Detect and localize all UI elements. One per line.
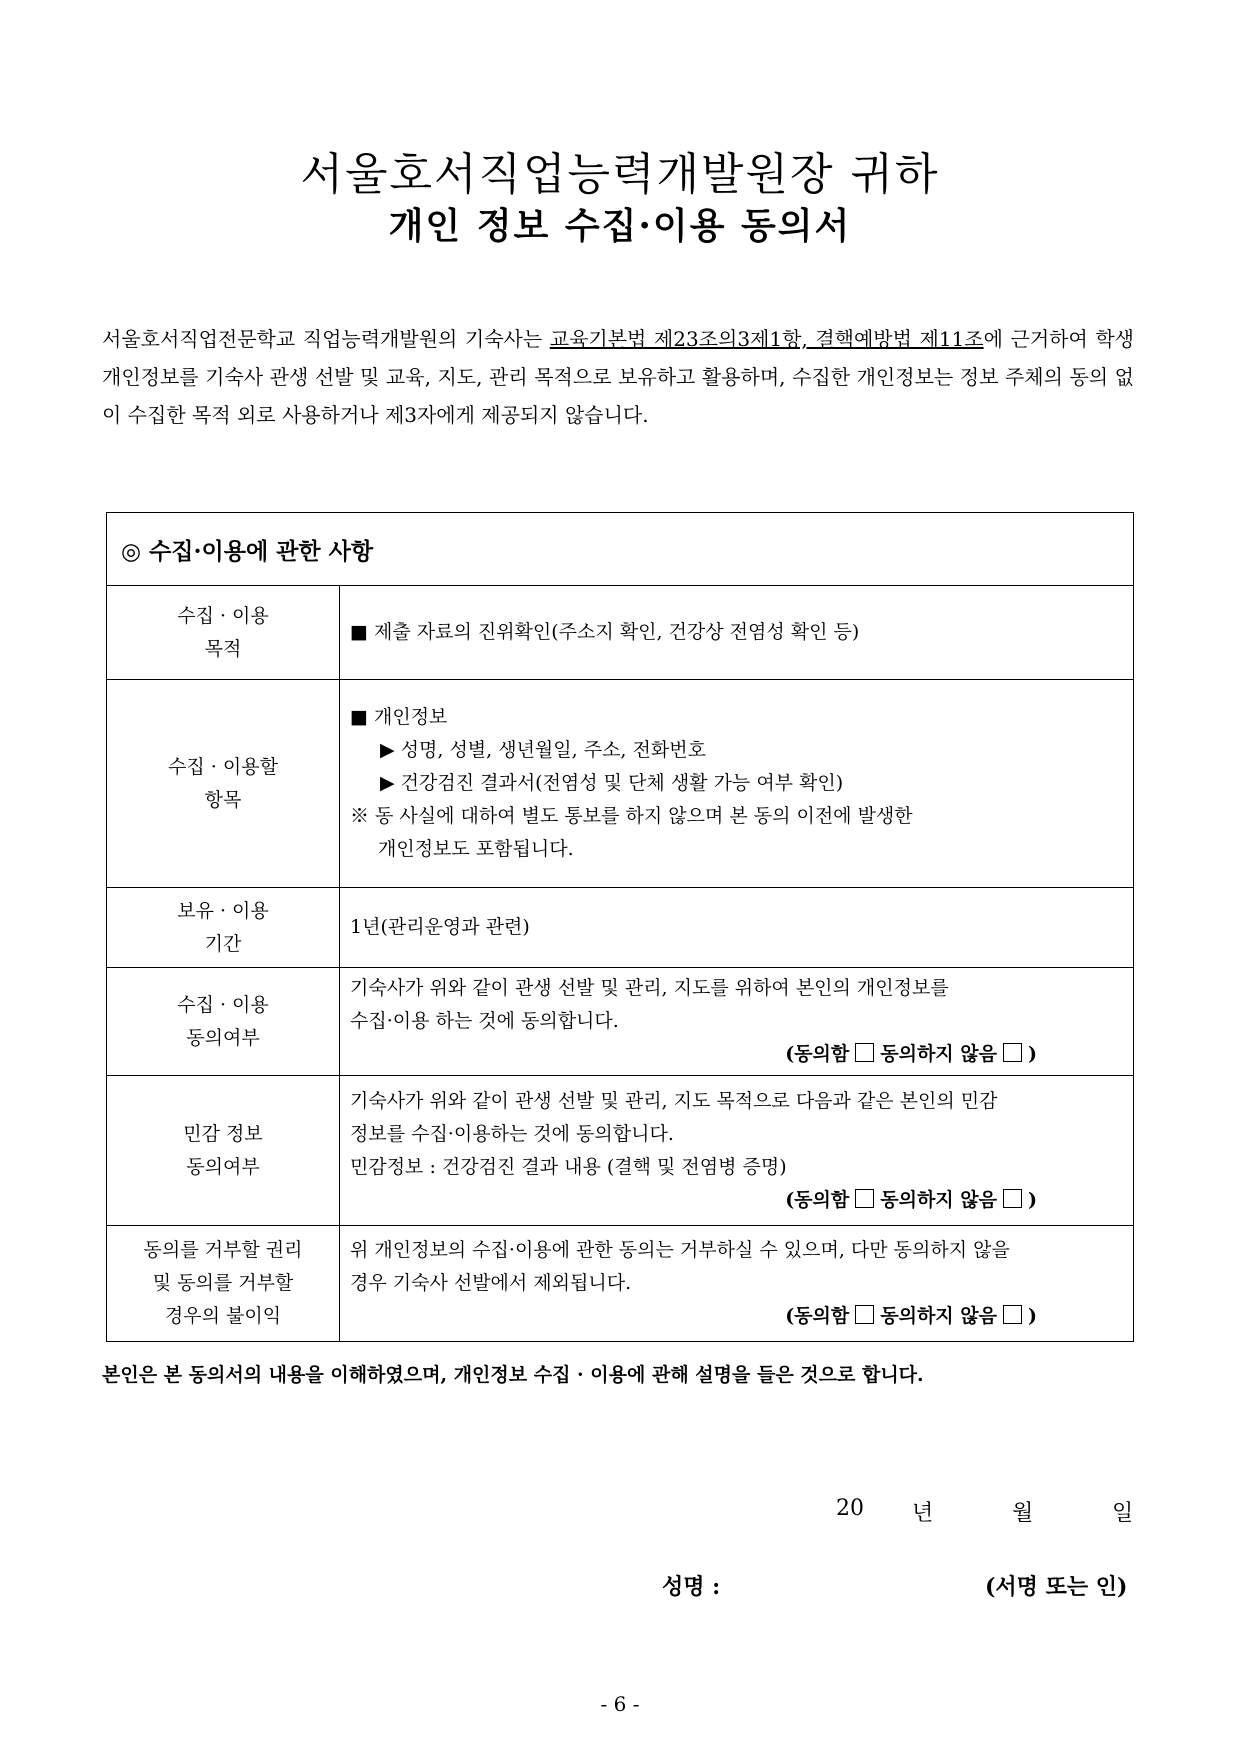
consent-label bbox=[107, 968, 340, 1076]
period-label bbox=[107, 888, 340, 968]
content-line: 기숙사가 위와 같이 관생 선발 및 관리, 지도 목적으로 다음과 같은 본인의 민감 bbox=[350, 1089, 998, 1112]
signature-note: (서명 또는 인) bbox=[985, 1574, 1128, 1600]
agree-label: (동의함 bbox=[785, 1305, 850, 1327]
sensitive-label bbox=[107, 1076, 340, 1226]
content-line: 기숙사가 위와 같이 관생 선발 및 관리, 지도를 위하여 본인의 개인정보를 bbox=[350, 977, 949, 999]
sensitive-content bbox=[340, 1076, 1134, 1226]
content-line: 개인정보도 포함됩니다. bbox=[378, 838, 574, 860]
purpose-label bbox=[107, 586, 340, 680]
page-number: - 6 - bbox=[600, 1692, 640, 1716]
date-year-prefix: 20 bbox=[836, 1496, 864, 1521]
content-line: ■ 개인정보 bbox=[350, 706, 448, 728]
label-line: 경우의 불이익 bbox=[164, 1305, 282, 1327]
label-line: 수집 · 이용할 bbox=[168, 755, 278, 778]
intro-text-part2: 에 근거하여 학생 개인정보를 기숙사 관생 선발 및 교육, 지도, 관리 목적으로 보유하고 활용하며, 수집한 개인정보는 정보 주체의 동의 없이 수집한 목적 외로 사용하거나 제3자에게 제공되지 않습니다. bbox=[102, 327, 1134, 427]
choice-close: ) bbox=[1028, 1305, 1037, 1327]
label-line: 민감 정보 bbox=[183, 1122, 263, 1145]
content-line: 민감정보 : 건강검진 결과 내용 (결핵 및 전염병 증명) bbox=[350, 1155, 787, 1178]
content-line: 경우 기숙사 선발에서 제외됩니다. bbox=[350, 1272, 632, 1294]
signature-label: 성명 : bbox=[662, 1574, 721, 1600]
content-line: 수집·이용 하는 것에 동의합니다. bbox=[350, 1010, 619, 1032]
label-line: 동의를 거부할 권리 bbox=[143, 1239, 303, 1261]
sensitive-choice bbox=[350, 1184, 1123, 1217]
choice-close: ) bbox=[1028, 1043, 1037, 1065]
disagree-checkbox[interactable] bbox=[1003, 1189, 1022, 1208]
date-month-label: 월 bbox=[1012, 1501, 1034, 1526]
items-content bbox=[340, 680, 1134, 888]
label-line: 항목 bbox=[204, 788, 242, 811]
label-line: 목적 bbox=[204, 637, 242, 660]
disagree-label: 동의하지 않음 bbox=[880, 1305, 997, 1327]
period-content: 1년(관리운영과 관련) bbox=[340, 888, 1134, 968]
items-label bbox=[107, 680, 340, 888]
disagree-label: 동의하지 않음 bbox=[880, 1188, 997, 1211]
consent-content bbox=[340, 968, 1134, 1076]
disagree-checkbox[interactable] bbox=[1003, 1305, 1022, 1324]
consent-table bbox=[106, 512, 1134, 1342]
content-line: ▶ 건강검진 결과서(전염성 및 단체 생활 가능 여부 확인) bbox=[380, 772, 844, 794]
document-subtitle: 개인 정보 수집·이용 동의서 bbox=[388, 205, 852, 247]
table-row bbox=[107, 680, 1134, 888]
intro-legal-basis: 교육기본법 제23조의3제1항, 결핵예방법 제11조 bbox=[549, 327, 984, 351]
content-line: 위 개인정보의 수집·이용에 관한 동의는 거부하실 수 있으며, 다만 동의하지 않을 bbox=[350, 1239, 1010, 1261]
refusal-content bbox=[340, 1226, 1134, 1342]
label-line: 보유 · 이용 bbox=[177, 899, 269, 922]
table-row bbox=[107, 968, 1134, 1076]
label-line: 동의여부 bbox=[186, 1155, 260, 1178]
agree-label: (동의함 bbox=[785, 1043, 850, 1065]
table-row bbox=[107, 1076, 1134, 1226]
purpose-content: ■ 제출 자료의 진위확인(주소지 확인, 건강상 전염성 확인 등) bbox=[340, 586, 1134, 680]
content-line: 정보를 수집·이용하는 것에 동의합니다. bbox=[350, 1122, 674, 1145]
agree-checkbox[interactable] bbox=[855, 1305, 874, 1324]
consent-choice bbox=[350, 1038, 1123, 1071]
content-line: ▶ 성명, 성별, 생년월일, 주소, 전화번호 bbox=[380, 739, 706, 761]
table-row bbox=[107, 1226, 1134, 1342]
label-line: 기간 bbox=[204, 932, 242, 955]
label-line: 동의여부 bbox=[186, 1026, 260, 1049]
refusal-choice bbox=[350, 1300, 1123, 1333]
disagree-checkbox[interactable] bbox=[1003, 1043, 1022, 1062]
agree-checkbox[interactable] bbox=[855, 1189, 874, 1208]
table-header: ◎ 수집·이용에 관한 사항 bbox=[107, 513, 1134, 586]
table-row bbox=[107, 888, 1134, 968]
table-row bbox=[107, 586, 1134, 680]
content-line: ※ 동 사실에 대하여 별도 통보를 하지 않으며 본 동의 이전에 발생한 bbox=[350, 805, 913, 827]
date-year-label: 년 bbox=[912, 1501, 934, 1526]
agree-label: (동의함 bbox=[785, 1188, 850, 1211]
intro-text-part1: 서울호서직업전문학교 직업능력개발원의 기숙사는 bbox=[102, 327, 550, 351]
choice-close: ) bbox=[1028, 1188, 1037, 1211]
page-title: 서울호서직업능력개발원장 귀하 bbox=[300, 149, 940, 200]
refusal-label bbox=[107, 1226, 340, 1342]
label-line: 수집 · 이용 bbox=[177, 604, 269, 627]
intro-paragraph bbox=[102, 320, 1134, 434]
label-line: 및 동의를 거부할 bbox=[152, 1272, 294, 1294]
closing-statement: 본인은 본 동의서의 내용을 이해하였으며, 개인정보 수집 · 이용에 관해 설명을 들은 것으로 합니다. bbox=[102, 1364, 924, 1386]
agree-checkbox[interactable] bbox=[855, 1043, 874, 1062]
disagree-label: 동의하지 않음 bbox=[880, 1043, 997, 1065]
date-day-label: 일 bbox=[1112, 1501, 1134, 1526]
label-line: 수집 · 이용 bbox=[177, 993, 269, 1016]
